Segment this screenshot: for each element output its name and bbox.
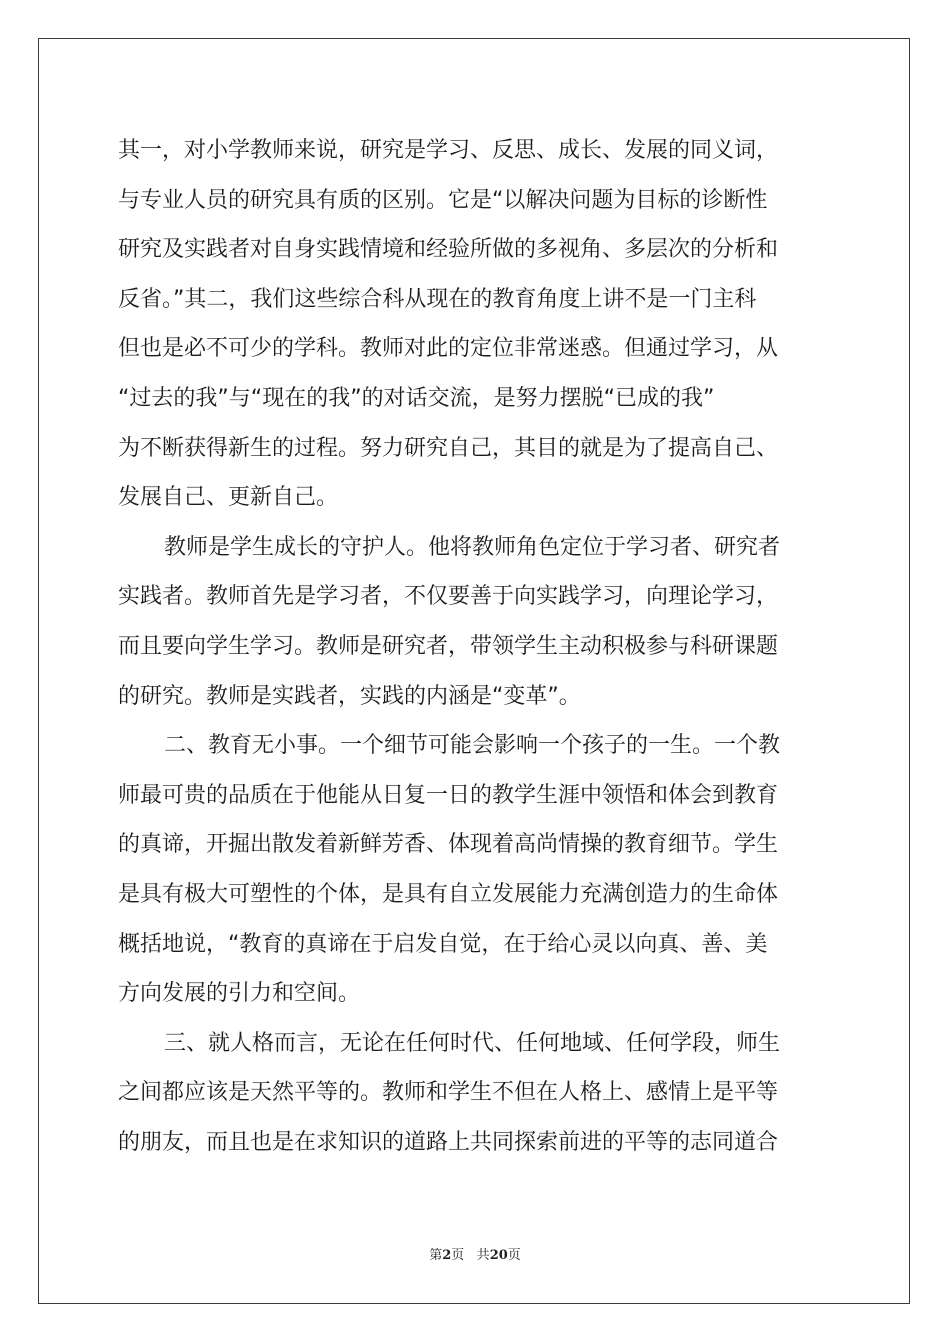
text-line: 的朋友，而且也是在求知识的道路上共同探索前进的平等的志同道合 xyxy=(118,1129,779,1155)
text-line: 的研究。教师是实践者，实践的内涵是“变革”。 xyxy=(118,683,581,709)
text-line: 之间都应该是天然平等的。教师和学生不但在人格上、感情上是平等 xyxy=(118,1080,779,1106)
footer-total-suffix: 页 xyxy=(507,1248,521,1263)
text-line: 概括地说，“教育的真谛在于启发自觉，在于给心灵以向真、善、美 xyxy=(118,931,768,957)
text-line: 但也是必不可少的学科。教师对此的定位非常迷惑。但通过学习，从 xyxy=(118,336,779,362)
page-footer xyxy=(0,1244,950,1263)
text-line: 为不断获得新生的过程。努力研究自己，其目的就是为了提高自己、 xyxy=(118,435,779,461)
footer-page-prefix: 第 xyxy=(429,1248,443,1263)
text-line: 是具有极大可塑性的个体，是具有自立发展能力充满创造力的生命体 xyxy=(118,881,779,907)
text-line: 师最可贵的品质在于他能从日复一日的教学生涯中领悟和体会到教育 xyxy=(118,782,779,808)
text-line: 实践者。教师首先是学习者，不仅要善于向实践学习，向理论学习， xyxy=(118,584,779,610)
text-line: 二、教育无小事。一个细节可能会影响一个孩子的一生。一个教 xyxy=(164,733,781,759)
text-line: “过去的我”与“现在的我”的对话交流，是努力摆脱“已成的我” xyxy=(118,385,715,411)
text-line: 反省。”其二，我们这些综合科从现在的教育角度上讲不是一门主科 xyxy=(118,286,757,312)
footer-page-suffix: 页 xyxy=(451,1248,465,1263)
text-line: 其一，对小学教师来说，研究是学习、反思、成长、发展的同义词， xyxy=(118,138,779,163)
text-line: 教师是学生成长的守护人。他将教师角色定位于学习者、研究者 xyxy=(164,534,781,560)
footer-total-prefix: 共 xyxy=(476,1248,490,1263)
footer-page-number: 2 xyxy=(442,1248,452,1263)
document-body xyxy=(118,126,836,1167)
text-line: 研究及实践者对自身实践情境和经验所做的多视角、多层次的分析和 xyxy=(118,237,779,263)
text-line: 的真谛，开掘出散发着新鲜芳香、体现着高尚情操的教育细节。学生 xyxy=(118,832,779,858)
footer-total-pages: 20 xyxy=(489,1248,508,1263)
text-line: 与专业人员的研究具有质的区别。它是“以解决问题为目标的诊断性 xyxy=(118,187,768,213)
text-line: 三、就人格而言，无论在任何时代、任何地域、任何学段，师生 xyxy=(164,1030,781,1056)
text-line: 而且要向学生学习。教师是研究者，带领学生主动积极参与科研课题 xyxy=(118,633,779,659)
text-line: 发展自己、更新自己。 xyxy=(118,485,339,511)
text-line: 方向发展的引力和空间。 xyxy=(118,981,361,1007)
